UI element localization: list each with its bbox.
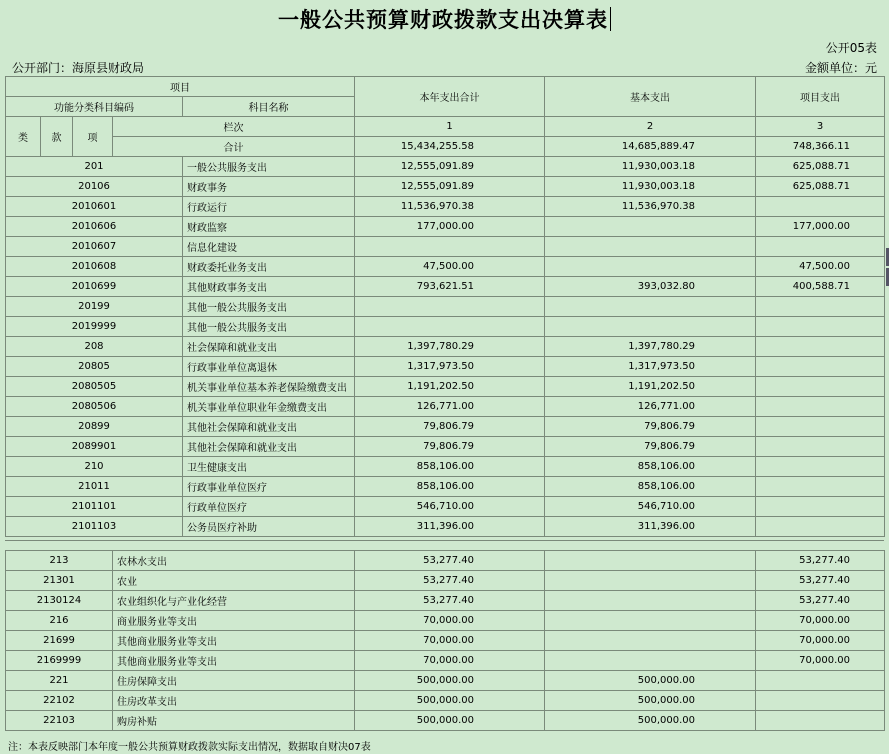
basic-amount: [545, 591, 756, 611]
department-label: 公开部门：海原县财政局: [12, 61, 145, 75]
total-basic: 14,685,889.47: [545, 137, 756, 157]
table-row: [6, 217, 885, 237]
header-total-expenditure: 本年支出合计: [355, 77, 545, 117]
subject-code: 2019999: [6, 317, 183, 337]
subject-name: 其他商业服务业等支出: [113, 631, 355, 651]
subject-code: 20899: [6, 417, 183, 437]
basic-amount: 858,106.00: [545, 457, 756, 477]
report-title: 一般公共预算财政拨款支出决算表: [0, 4, 889, 34]
subject-code: 213: [6, 551, 113, 571]
table-row: [6, 477, 885, 497]
index-1: 1: [355, 117, 545, 137]
subject-code: 2169999: [6, 651, 113, 671]
subject-code: 208: [6, 337, 183, 357]
table-row: [6, 551, 885, 571]
subject-name: 行政事业单位医疗: [183, 477, 355, 497]
subject-name: 行政运行: [183, 197, 355, 217]
basic-amount: [545, 571, 756, 591]
basic-amount: [545, 317, 756, 337]
header-func-code: 功能分类科目编码: [6, 97, 183, 117]
total-amount: 70,000.00: [355, 611, 545, 631]
subject-name: 财政事务: [183, 177, 355, 197]
table-row: [6, 257, 885, 277]
subject-name: 社会保障和就业支出: [183, 337, 355, 357]
expenditure-table-continued: [5, 550, 885, 731]
basic-amount: 311,396.00: [545, 517, 756, 537]
table-row: [6, 457, 885, 477]
subject-name: 购房补贴: [113, 711, 355, 731]
project-amount: 53,277.40: [756, 571, 885, 591]
basic-amount: 11,930,003.18: [545, 177, 756, 197]
project-amount: 400,588.71: [756, 277, 885, 297]
basic-amount: 500,000.00: [545, 691, 756, 711]
project-amount: 625,088.71: [756, 157, 885, 177]
table-row: [6, 417, 885, 437]
table-row: [6, 671, 885, 691]
project-amount: [756, 417, 885, 437]
basic-amount: [545, 611, 756, 631]
subject-code: 20106: [6, 177, 183, 197]
basic-amount: [545, 651, 756, 671]
total-amount: 500,000.00: [355, 671, 545, 691]
total-amount: [355, 297, 545, 317]
project-amount: [756, 437, 885, 457]
table-row: [6, 497, 885, 517]
subject-code: 2010607: [6, 237, 183, 257]
subject-name: 机关事业单位基本养老保险缴费支出: [183, 377, 355, 397]
total-amount: [355, 317, 545, 337]
total-amount: 53,277.40: [355, 571, 545, 591]
total-amount: 53,277.40: [355, 551, 545, 571]
header-kuan: 款: [41, 117, 73, 157]
subject-name: 其他一般公共服务支出: [183, 297, 355, 317]
table-row: [6, 237, 885, 257]
basic-amount: 1,191,202.50: [545, 377, 756, 397]
project-amount: 70,000.00: [756, 651, 885, 671]
project-amount: 625,088.71: [756, 177, 885, 197]
project-amount: 53,277.40: [756, 551, 885, 571]
table-row: [6, 157, 885, 177]
subject-name: 卫生健康支出: [183, 457, 355, 477]
table-row: [6, 377, 885, 397]
subject-code: 2010608: [6, 257, 183, 277]
index-3: 3: [756, 117, 885, 137]
total-label: 合计: [113, 137, 355, 157]
project-amount: [756, 197, 885, 217]
basic-amount: [545, 237, 756, 257]
subject-code: 20199: [6, 297, 183, 317]
project-amount: [756, 397, 885, 417]
unit-label: 金额单位：元: [804, 61, 877, 75]
total-amount: 70,000.00: [355, 651, 545, 671]
total-amount: 858,106.00: [355, 477, 545, 497]
header-project-expenditure: 项目支出: [756, 77, 885, 117]
basic-amount: 79,806.79: [545, 437, 756, 457]
table-row: [6, 337, 885, 357]
basic-amount: [545, 217, 756, 237]
table-row: [6, 177, 885, 197]
basic-amount: 1,317,973.50: [545, 357, 756, 377]
subject-name: 其他商业服务业等支出: [113, 651, 355, 671]
table-row: [6, 357, 885, 377]
total-amount: 546,710.00: [355, 497, 545, 517]
table-row: [6, 197, 885, 217]
project-amount: 53,277.40: [756, 591, 885, 611]
total-amount: 1,397,780.29: [355, 337, 545, 357]
project-amount: [756, 357, 885, 377]
table-row: [6, 317, 885, 337]
table-row: [6, 611, 885, 631]
subject-code: 2010699: [6, 277, 183, 297]
subject-name: 农林水支出: [113, 551, 355, 571]
table-row: [6, 437, 885, 457]
subject-code: 2080505: [6, 377, 183, 397]
project-amount: [756, 337, 885, 357]
subject-name: 公务员医疗补助: [183, 517, 355, 537]
text-cursor: [610, 7, 611, 31]
table-row: [6, 397, 885, 417]
total-amount: 47,500.00: [355, 257, 545, 277]
basic-amount: 126,771.00: [545, 397, 756, 417]
table-row: [6, 517, 885, 537]
table-row: [6, 651, 885, 671]
table-row: [6, 631, 885, 651]
subject-code: 2010601: [6, 197, 183, 217]
subject-name: 一般公共服务支出: [183, 157, 355, 177]
total-amount: 1,191,202.50: [355, 377, 545, 397]
subject-name: 财政委托业务支出: [183, 257, 355, 277]
total-amount: 793,621.51: [355, 277, 545, 297]
total-amount: 126,771.00: [355, 397, 545, 417]
subject-name: 其他社会保障和就业支出: [183, 417, 355, 437]
table-row: [6, 591, 885, 611]
basic-amount: 393,032.80: [545, 277, 756, 297]
project-amount: 70,000.00: [756, 631, 885, 651]
subject-code: 2101101: [6, 497, 183, 517]
total-amount: 79,806.79: [355, 437, 545, 457]
header-subject-name: 科目名称: [183, 97, 355, 117]
subject-code: 216: [6, 611, 113, 631]
basic-amount: 11,536,970.38: [545, 197, 756, 217]
subject-code: 20805: [6, 357, 183, 377]
project-amount: 177,000.00: [756, 217, 885, 237]
total-amount: 500,000.00: [355, 711, 545, 731]
project-amount: [756, 497, 885, 517]
table-row: [6, 691, 885, 711]
index-2: 2: [545, 117, 756, 137]
project-amount: [756, 457, 885, 477]
subject-name: 农业: [113, 571, 355, 591]
subject-name: 其他社会保障和就业支出: [183, 437, 355, 457]
table-row: [6, 297, 885, 317]
total-amount: 1,317,973.50: [355, 357, 545, 377]
basic-amount: 1,397,780.29: [545, 337, 756, 357]
header-xiang: 项: [73, 117, 113, 157]
project-amount: [756, 477, 885, 497]
header-column-index: 栏次: [113, 117, 355, 137]
project-amount: [756, 377, 885, 397]
subject-code: 22103: [6, 711, 113, 731]
project-amount: 70,000.00: [756, 611, 885, 631]
basic-amount: 11,930,003.18: [545, 157, 756, 177]
footnote: 注：本表反映部门本年度一般公共预算财政拨款实际支出情况，数据取自财决07表: [8, 742, 371, 753]
subject-code: 221: [6, 671, 113, 691]
subject-name: 机关事业单位职业年金缴费支出: [183, 397, 355, 417]
subject-code: 21301: [6, 571, 113, 591]
subject-name: 行政事业单位离退休: [183, 357, 355, 377]
project-amount: [756, 237, 885, 257]
table-row: [6, 571, 885, 591]
header-project: 项目: [6, 77, 355, 97]
form-number: 公开05表: [825, 41, 877, 55]
total-amount: 500,000.00: [355, 691, 545, 711]
subject-code: 21699: [6, 631, 113, 651]
basic-amount: 500,000.00: [545, 671, 756, 691]
header-lei: 类: [6, 117, 41, 157]
subject-code: 2101103: [6, 517, 183, 537]
project-amount: [756, 671, 885, 691]
total-amount: 12,555,091.89: [355, 177, 545, 197]
table-row: [6, 277, 885, 297]
basic-amount: 858,106.00: [545, 477, 756, 497]
subject-code: 2010606: [6, 217, 183, 237]
total-amount: 70,000.00: [355, 631, 545, 651]
expenditure-table: [5, 76, 885, 537]
subject-code: 2089901: [6, 437, 183, 457]
basic-amount: [545, 297, 756, 317]
subject-code: 21011: [6, 477, 183, 497]
subject-name: 商业服务业等支出: [113, 611, 355, 631]
total-amount: 11,536,970.38: [355, 197, 545, 217]
total-amount: 53,277.40: [355, 591, 545, 611]
basic-amount: 79,806.79: [545, 417, 756, 437]
basic-amount: 546,710.00: [545, 497, 756, 517]
subject-code: 210: [6, 457, 183, 477]
project-amount: 47,500.00: [756, 257, 885, 277]
subject-code: 201: [6, 157, 183, 177]
table-row: [6, 711, 885, 731]
subject-name: 住房改革支出: [113, 691, 355, 711]
header-basic-expenditure: 基本支出: [545, 77, 756, 117]
project-amount: [756, 711, 885, 731]
subject-name: 财政监察: [183, 217, 355, 237]
total-amount: 311,396.00: [355, 517, 545, 537]
subject-name: 农业组织化与产业化经营: [113, 591, 355, 611]
total-sum: 15,434,255.58: [355, 137, 545, 157]
subject-name: 其他一般公共服务支出: [183, 317, 355, 337]
project-amount: [756, 317, 885, 337]
subject-name: 其他财政事务支出: [183, 277, 355, 297]
total-amount: 177,000.00: [355, 217, 545, 237]
subject-code: 22102: [6, 691, 113, 711]
subject-code: 2080506: [6, 397, 183, 417]
subject-name: 住房保障支出: [113, 671, 355, 691]
subject-name: 行政单位医疗: [183, 497, 355, 517]
subject-code: 2130124: [6, 591, 113, 611]
basic-amount: 500,000.00: [545, 711, 756, 731]
total-amount: 12,555,091.89: [355, 157, 545, 177]
project-amount: [756, 691, 885, 711]
basic-amount: [545, 551, 756, 571]
basic-amount: [545, 631, 756, 651]
total-amount: 79,806.79: [355, 417, 545, 437]
basic-amount: [545, 257, 756, 277]
total-amount: [355, 237, 545, 257]
total-amount: 858,106.00: [355, 457, 545, 477]
subject-name: 信息化建设: [183, 237, 355, 257]
project-amount: [756, 517, 885, 537]
project-amount: [756, 297, 885, 317]
total-project: 748,366.11: [756, 137, 885, 157]
